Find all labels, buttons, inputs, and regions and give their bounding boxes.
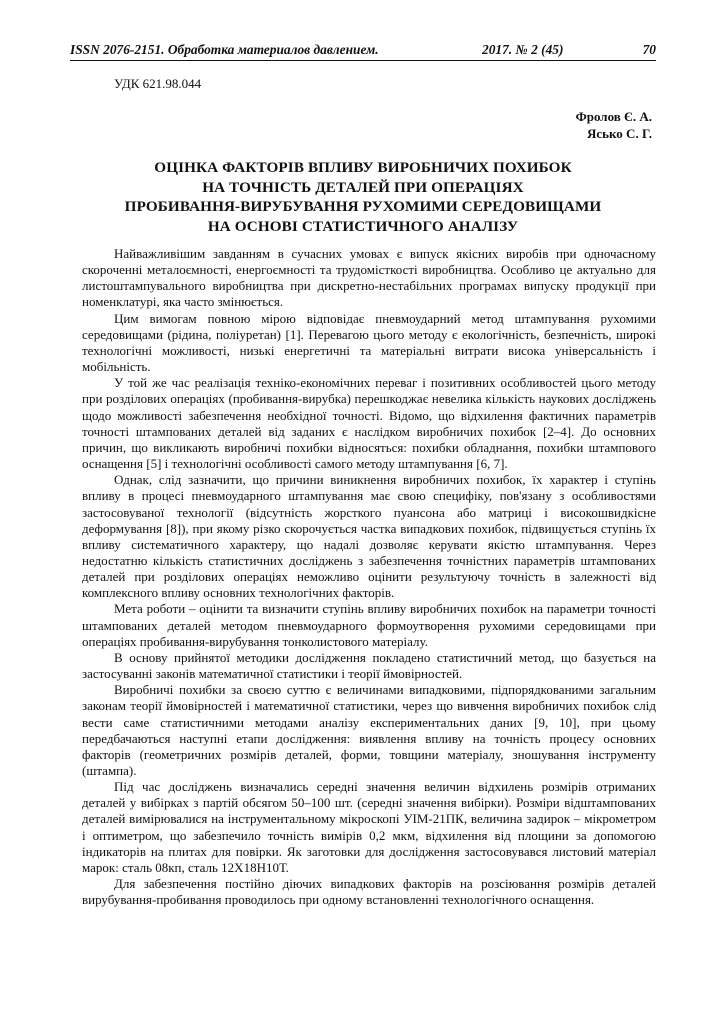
- article-title: [70, 158, 656, 236]
- paragraph: Мета роботи – оцінити та визначити ступінь впливу виробничих похибок на параметри точності штампованих деталей методом пневмоударного формоутворення рухомими середовищами при операціях пробивання-вирубування тонколистового матеріалу.: [82, 601, 656, 649]
- title-line: ПРОБИВАННЯ-ВИРУБУВАННЯ РУХОМИМИ СЕРЕДОВИЩАМИ: [124, 198, 602, 215]
- paragraph: Під час досліджень визначались середні значення величин відхилень розмірів отриманих деталей у вибірках з партій обсягом 50–100 шт. (середні значення вибірки). Розміри відштампованих деталей вимірювалися на інструментальному мікроскопі УІМ-21ПК, величина задирок – мікрометром і оптиметром, що забезпечило точність вимірів 0,2 мкм, відхилення від площини за допомогою індикаторів на плитах для повірки. Як заготовки для дослідження застосовувався листовий матеріал марок: сталь 08кп, сталь 12Х18Н10Т.: [82, 779, 656, 875]
- running-header: [70, 42, 656, 61]
- author-name: Ясько С. Г.: [586, 126, 652, 141]
- paragraph: У той же час реалізація техніко-економічних переваг і позитивних особливостей цього методу при розділових операціях (пробивання-вирубка) перешкоджає невелика кількість наукових досліджень щодо можливості забезпечення необхідної точності. Відомо, що відхилення фактичних параметрів точності штампованих деталей від заданих є наслідком виробничих похибок [2–4]. До основних причин, що викликають виробничі похибки відносяться: похибки обладнання, похибки штампового оснащення [5] і технологічні особливості самого методу штампування [6, 7].: [82, 375, 656, 472]
- paragraph: В основу прийнятої методики дослідження покладено статистичний метод, що базується на застосуванні законів математичної статистики і теорії ймовірностей.: [82, 649, 656, 682]
- paragraph: Найважливішим завданням в сучасних умовах є випуск якісних виробів при одночасному скороченні металоємності, енергоємності та трудомісткості виробництва. Особливо це актуально для листоштампувального виробництва при дискретно-нестабільних програмах випуску продукції при номенклатурі, яка часто змінюється.: [82, 246, 656, 310]
- title-line: НА ОСНОВІ СТАТИСТИЧНОГО АНАЛІЗУ: [207, 217, 519, 235]
- issue-info: 2017. № 2 (45): [482, 42, 564, 57]
- page-number: 70: [642, 42, 656, 57]
- paragraph: Однак, слід зазначити, що причини виникнення виробничих похибок, їх характер і ступінь впливу в процесі пневмоударного штампування має свою специфіку, пов'язану з особливостями застосовуваної технології (відсутність жорсткого пуансона або матриці і високошвидкісне деформування [8]), при якому різко скорочується частка випадкових похибок, підвищується ступінь їх впливу систематичного характеру, що надалі дозволяє керувати якістю штампування. Через недостатню кількість статистичних досліджень з забезпечення точністних параметрів штампованих деталей при розділових операціях неможливо оцінити результуючу точність в залежності від комплексного впливу основних технологічних факторів.: [82, 472, 656, 601]
- paragraph: Виробничі похибки за своєю суттю є величинами випадковими, підпорядкованими загальним законам теорії ймовірностей і математичної статистики, через що вивчення виробничих похибок слід вести саме статистичними методами аналізу експериментальних даних [9, 10], при цьому передбачаються наступні етапи дослідження: виявлення впливу на точність процесу основних факторів (геометричних розмірів деталей, форми, товщини матеріалу, зношування інструменту (штампа).: [82, 682, 656, 778]
- article-body: [82, 246, 656, 908]
- udk-code: УДК 621.98.044: [114, 76, 202, 91]
- title-line: ОЦІНКА ФАКТОРІВ ВПЛИВУ ВИРОБНИЧИХ ПОХИБОК: [154, 159, 572, 176]
- author-name: Фролов Є. А.: [575, 109, 652, 124]
- paragraph: Цим вимогам повною мірою відповідає пневмоударний метод штампування рухомими середовищами (рідина, поліуретан) [1]. Перевагою цього методу є екологічність, безпечність, широкі технологічні можливості, низькі енергетичні та матеріальні витрати висока універсальність і мобільність.: [82, 310, 656, 375]
- title-line: НА ТОЧНІСТЬ ДЕТАЛЕЙ ПРИ ОПЕРАЦІЯХ: [202, 178, 524, 196]
- authors: [576, 108, 652, 142]
- paragraph: Для забезпечення постійно діючих випадкових факторів на розсіювання розмірів деталей вирубування-пробивання проводилось при одному встановленні технологічного оснащення.: [82, 876, 656, 908]
- journal-title: ISSN 2076-2151. Обработка материалов давлением.: [70, 42, 379, 57]
